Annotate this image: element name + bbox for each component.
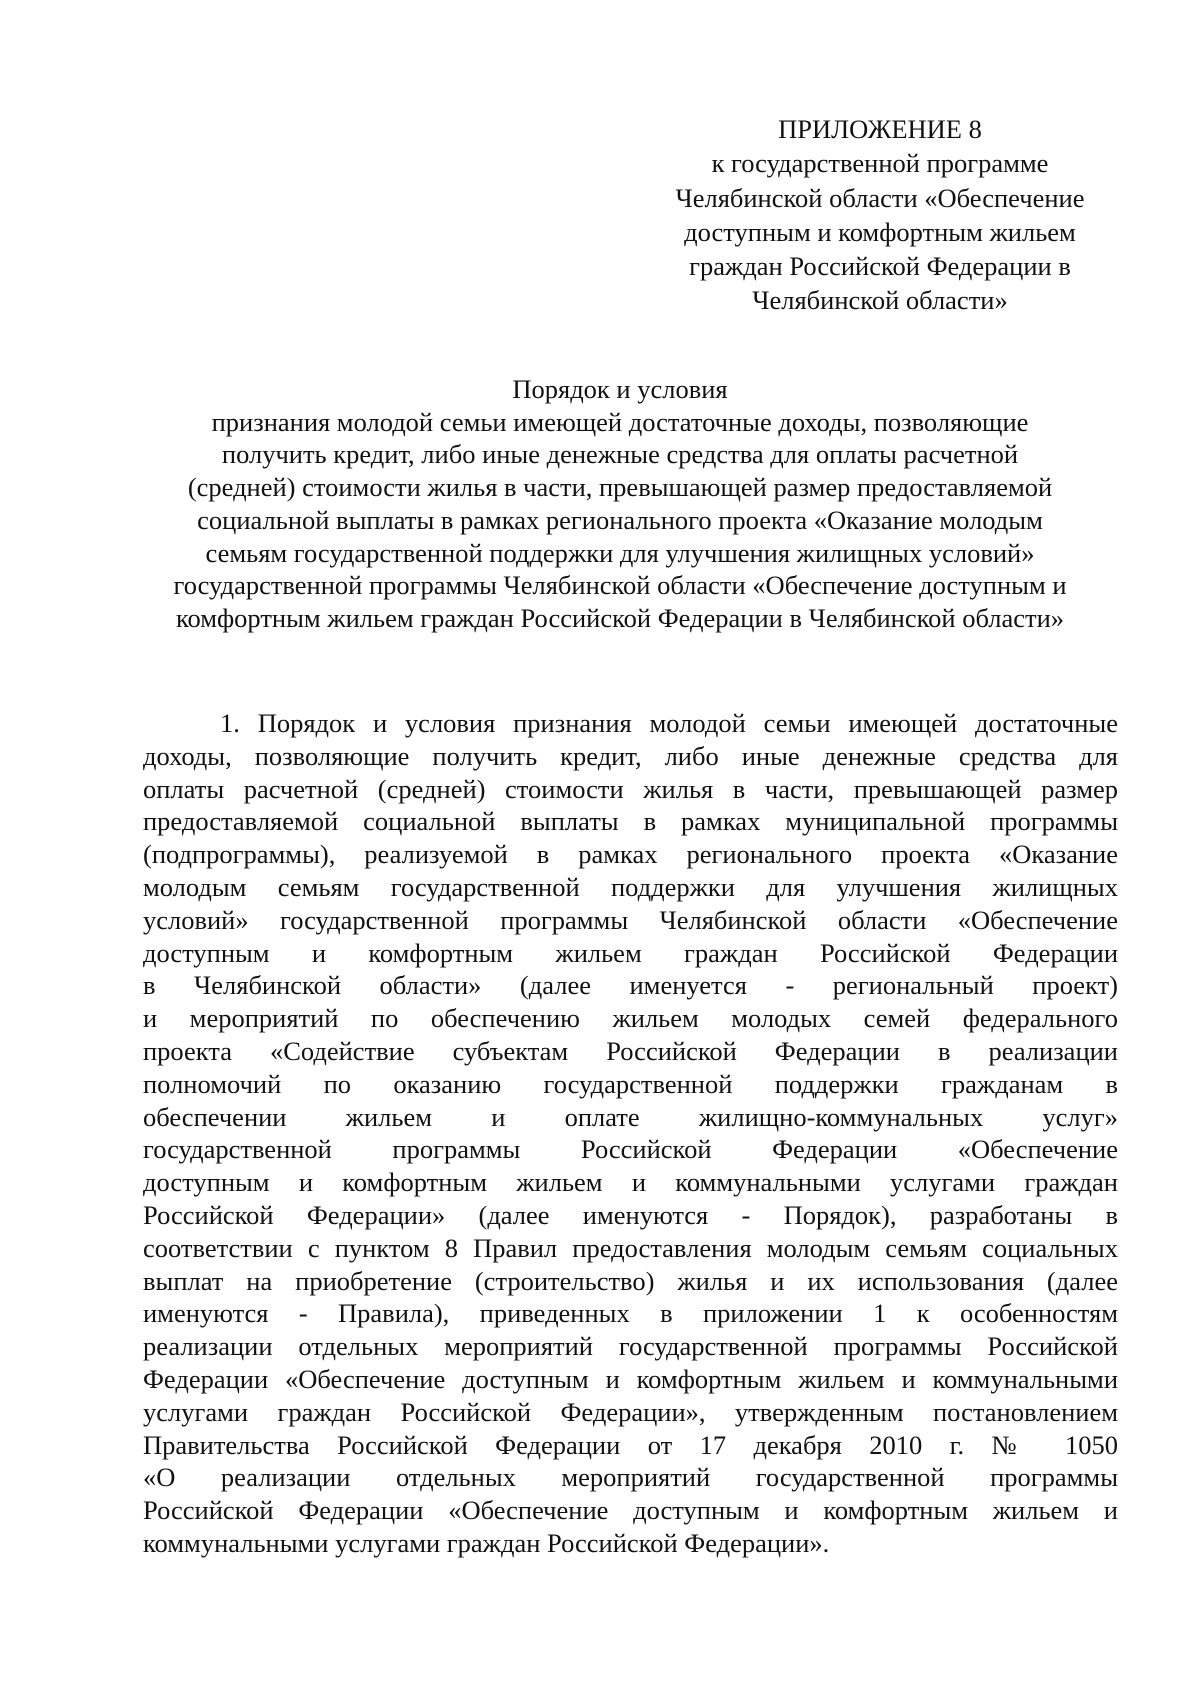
- appendix-line: к государственной программе: [711, 148, 1049, 179]
- paragraph-line: (подпрограммы), реализуемой в рамках регионального проекта «Оказание: [143, 839, 1118, 870]
- title-line: получить кредит, либо иные денежные средства для оплаты расчетной: [221, 439, 1019, 470]
- paragraph-line: 1. Порядок и условия признания молодой семьи имеющей достаточные: [220, 708, 1118, 738]
- appendix-line: Челябинской области»: [752, 285, 1008, 316]
- body-paragraph-1: [143, 707, 1118, 1560]
- paragraph-line: Российской Федерации «Обеспечение доступным и комфортным жильем и: [143, 1495, 1118, 1526]
- paragraph-line: полномочий по оказанию государственной поддержки гражданам в: [143, 1068, 1118, 1099]
- appendix-number: ПРИЛОЖЕНИЕ 8: [778, 114, 982, 144]
- title-line: признания молодой семьи имеющей достаточные доходы, позволяющие: [211, 406, 1029, 437]
- paragraph-line: реализации отдельных мероприятий государственной программы Российской: [143, 1331, 1118, 1362]
- paragraph-line: государственной программы Российской Федерации «Обеспечение: [143, 1134, 1118, 1165]
- paragraph-line: обеспечении жильем и оплате жилищно-коммунальных услуг»: [143, 1101, 1118, 1132]
- paragraph-line: проекта «Содействие субъектам Российской Федерации в реализации: [143, 1035, 1118, 1066]
- title-line: семьям государственной поддержки для улучшения жилищных условий»: [205, 537, 1035, 568]
- paragraph-line: Российской Федерации» (далее именуются - Порядок), разработаны в: [143, 1199, 1118, 1230]
- paragraph-line: оплаты расчетной (средней) стоимости жилья в части, превышающей размер: [143, 773, 1118, 804]
- paragraph-line: и мероприятий по обеспечению жильем молодых семей федерального: [143, 1003, 1118, 1034]
- appendix-line: доступным и комфортным жильем: [684, 216, 1076, 247]
- title-line: комфортным жильем граждан Российской Федерации в Челябинской области»: [175, 602, 1065, 633]
- title-line: государственной программы Челябинской области «Обеспечение доступным и: [173, 570, 1067, 601]
- paragraph-line: «О реализации отдельных мероприятий государственной программы: [143, 1462, 1118, 1493]
- paragraph-line: соответствии с пунктом 8 Правил предоставления молодым семьям социальных: [143, 1232, 1118, 1263]
- paragraph-line: молодым семьям государственной поддержки для улучшения жилищных: [143, 871, 1118, 902]
- title-heading: Порядок и условия: [512, 374, 728, 404]
- paragraph-line: именуются - Правила), приведенных в приложении 1 к особенностям: [143, 1298, 1118, 1329]
- title-line: (средней) стоимости жилья в части, превышающей размер предоставляемой: [187, 472, 1053, 503]
- title-line: социальной выплаты в рамках регионального проекта «Оказание молодым: [197, 504, 1043, 535]
- appendix-header: [635, 112, 1125, 318]
- paragraph-line: предоставляемой социальной выплаты в рамках муниципальной программы: [143, 806, 1118, 837]
- paragraph-line: Федерации «Обеспечение доступным и комфортным жильем и коммунальными: [143, 1363, 1118, 1394]
- paragraph-line: услугами граждан Российской Федерации», утвержденным постановлением: [143, 1396, 1118, 1427]
- document-title: [120, 373, 1120, 635]
- paragraph-line: выплат на приобретение (строительство) жилья и их использования (далее: [143, 1265, 1118, 1296]
- paragraph-line: условий» государственной программы Челябинской области «Обеспечение: [143, 904, 1118, 935]
- paragraph-line: в Челябинской области» (далее именуется - региональный проект): [143, 970, 1118, 1001]
- paragraph-line: доходы, позволяющие получить кредит, либо иные денежные средства для: [143, 740, 1118, 771]
- paragraph-line: доступным и комфортным жильем и коммунальными услугами граждан: [143, 1167, 1118, 1198]
- appendix-line: Челябинской области «Обеспечение: [675, 182, 1085, 213]
- appendix-line: граждан Российской Федерации в: [689, 251, 1071, 282]
- paragraph-line: Правительства Российской Федерации от 17 декабря 2010 г. № 1050: [143, 1429, 1118, 1460]
- paragraph-line: доступным и комфортным жильем граждан Российской Федерации: [143, 937, 1118, 968]
- paragraph-line: коммунальными услугами граждан Российской Федерации».: [143, 1527, 830, 1558]
